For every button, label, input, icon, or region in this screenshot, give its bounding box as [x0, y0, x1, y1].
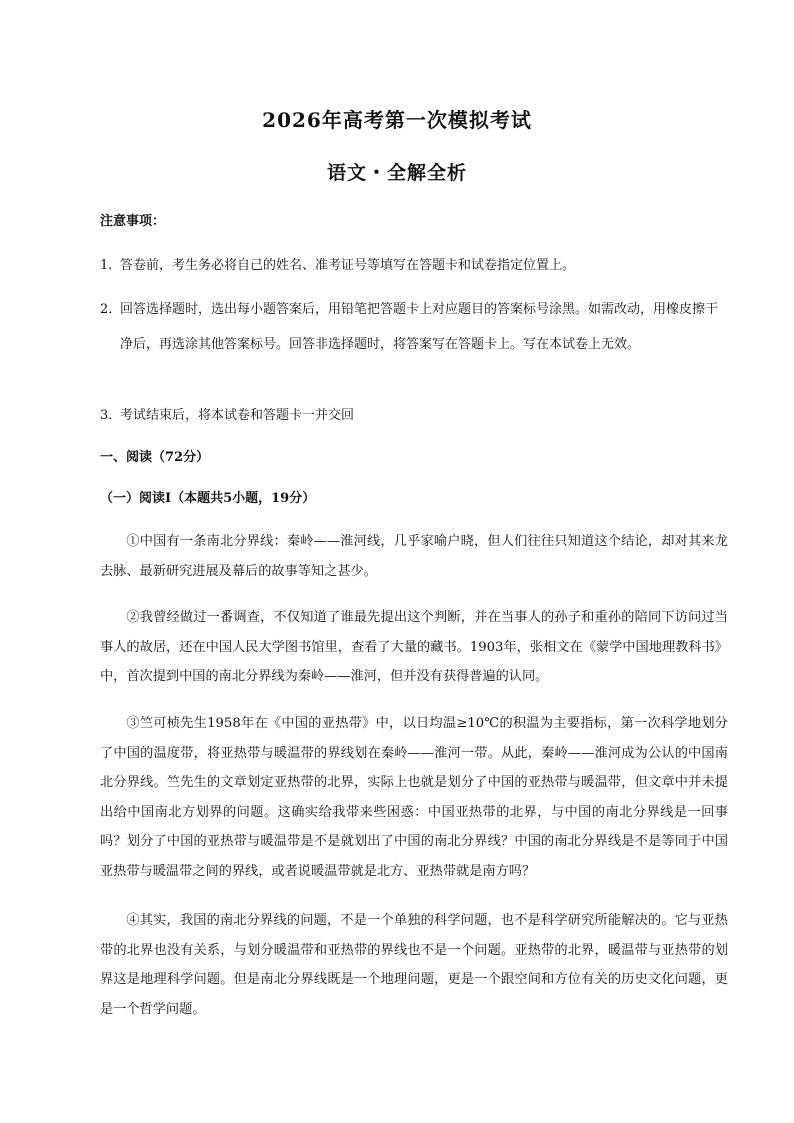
subsection-heading: （一）阅读Ⅰ（本题共5小题，19分）: [100, 491, 316, 506]
notice-item-number: 1．: [100, 258, 122, 273]
notice-item-text: 答卷前，考生务必将自己的姓名、准考证号等填写在答题卡和试卷指定位置上。: [120, 258, 576, 273]
exam-subtitle: 语文・全解全析: [326, 162, 467, 184]
passage-paragraph: ①中国有一条南北分界线：秦岭——淮河线，几乎家喻户晓，但人们往往只知道这个结论，却对其来龙去脉、最新研究进展及幕后的故事等知之甚少。: [100, 534, 728, 579]
notice-item-number: 2．: [100, 302, 122, 317]
exam-title: 2026年高考第一次模拟考试: [262, 108, 532, 132]
passage-paragraph: ②我曾经做过一番调查，不仅知道了谁最先提出这个判断，并在当事人的孙子和重孙的陪同下访问过当事人的故居，还在中国人民大学图书馆里，查看了大量的藏书。1903年，张相文在《蒙学中国地理教科书》中，首次提到中国的南北分界线为秦岭——淮河，但并没有获得普遍的认同。: [100, 610, 728, 684]
passage-paragraph: ④其实，我国的南北分界线的问题，不是一个单独的科学问题，也不是科学研究所能解决的。它与亚热带的北界也没有关系，与划分暖温带和亚热带的界线也不是一个问题。亚热带的北界，暖温带与亚热带的划界这是地理科学问题。但是南北分界线既是一个地理问题，更是一个跟空间和方位有关的历史文化问题，更是一个哲学问题。: [100, 913, 728, 1017]
notice-item-text: 回答选择题时，选出每小题答案后，用铅笔把答题卡上对应题目的答案标号涂黑。如需改动，用橡皮擦干净后，再选涂其他答案标号。回答非选择题时，将答案写在答题卡上。写在本试卷上无效。: [120, 302, 719, 352]
notice-item: [100, 292, 730, 362]
notice-item-number: 3．: [100, 408, 122, 423]
notice-item-text: 考试结束后，将本试卷和答题卡一并交回: [120, 408, 355, 423]
notice-item: [100, 248, 730, 283]
section-heading: 一、阅读（72分）: [100, 450, 210, 465]
notice-heading: 注意事项：: [100, 214, 166, 229]
notice-item: [100, 398, 730, 433]
passage-paragraph: ③竺可桢先生1958年在《中国的亚热带》中，以日均温≥10℃的积温为主要指标，第一次科学地划分了中国的温度带，将亚热带与暖温带的界线划在秦岭——淮河一带。从此，秦岭——淮河成为公认的中国南北分界线。竺先生的文章划定亚热带的北界，实际上也就是划分了中国的亚热带与暖温带，但文章中并未提出给中国南北方划界的问题。这确实给我带来些困惑：中国亚热带的北界，与中国的南北分界线是一回事吗？划分了中国的亚热带与暖温带是不是就划出了中国的南北分界线？中国的南北分界线是不是等同于中国亚热带与暖温带之间的界线，或者说暖温带就是北方、亚热带就是南方吗？: [100, 716, 728, 879]
